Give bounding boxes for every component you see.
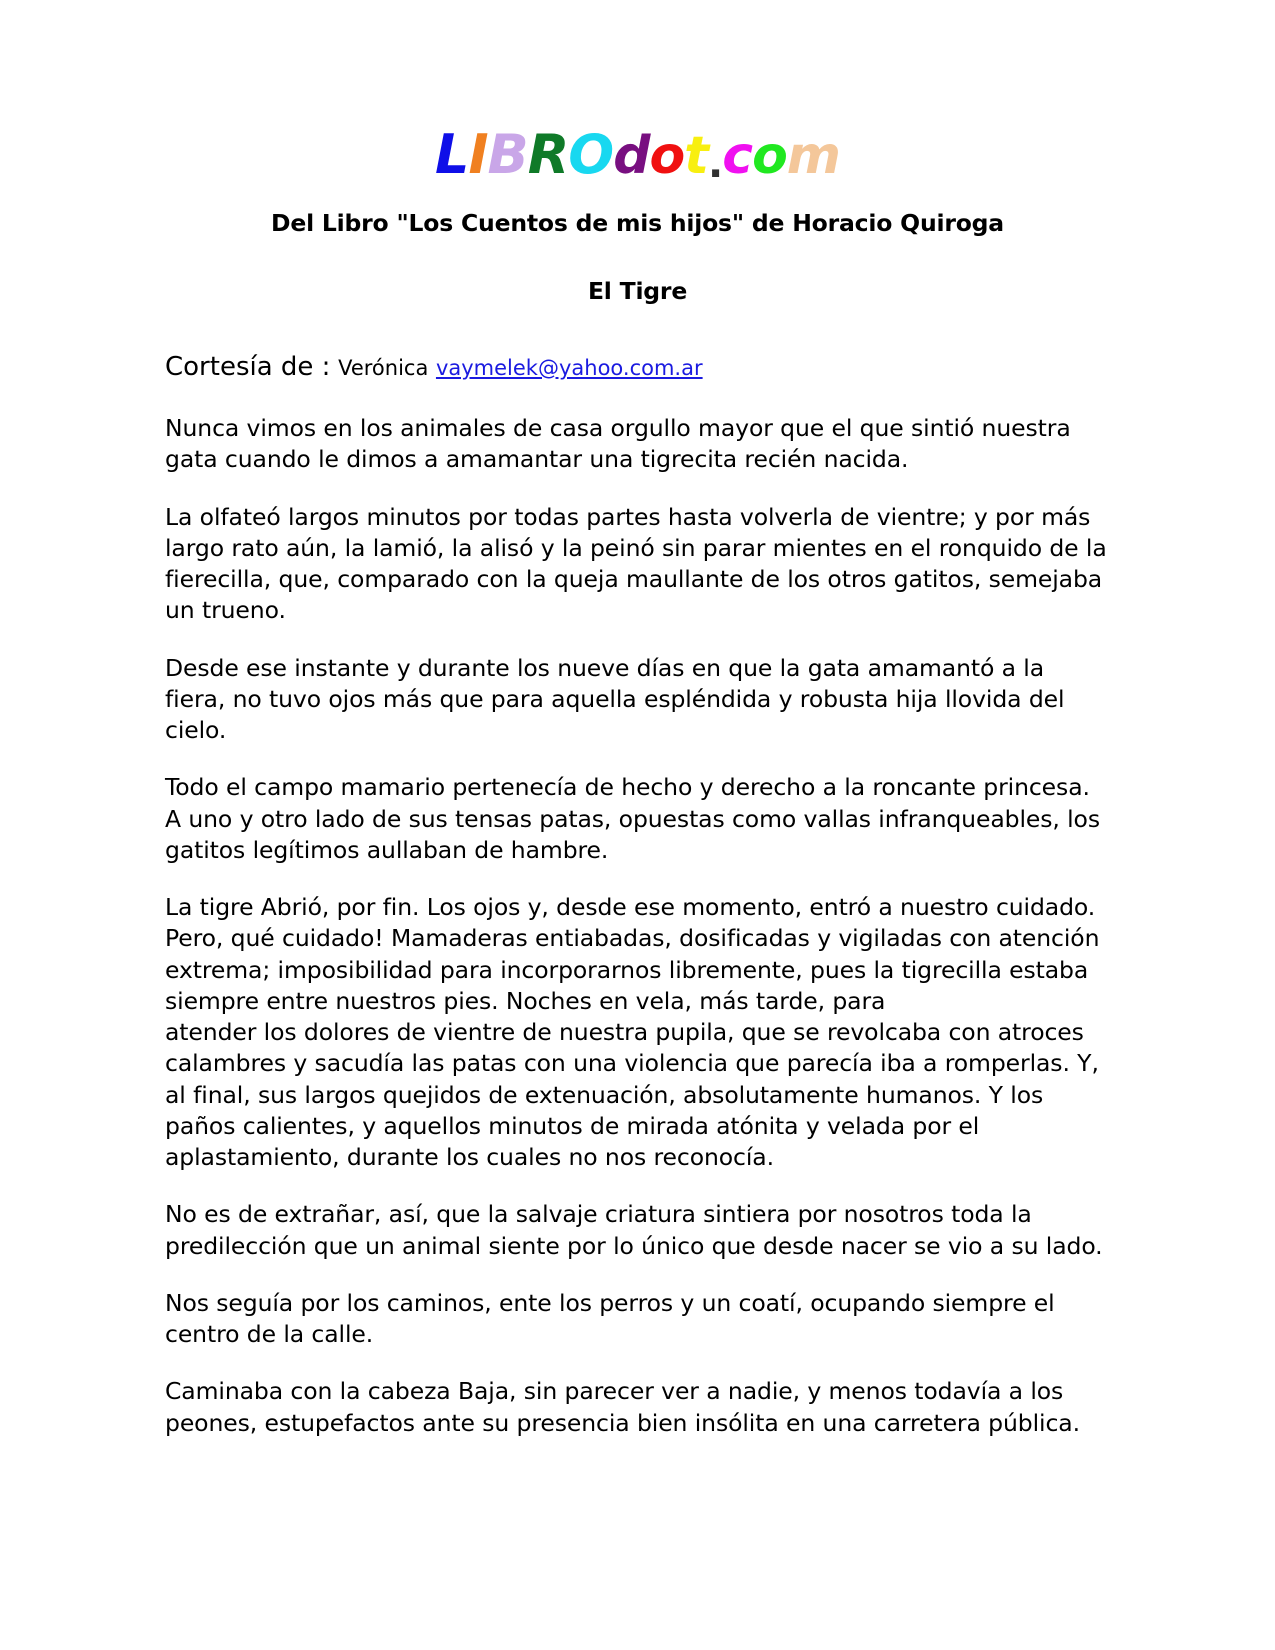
story-body	[165, 385, 1110, 1439]
site-logo-banner	[165, 0, 1110, 187]
paragraph: Nunca vimos en los animales de casa orgullo mayor que el que sintió nuestra gata cuando le dimos a amamantar una tigrecita recién nacida.	[165, 414, 1071, 474]
logo-char-10: o	[752, 126, 787, 186]
logo-char-6: o	[649, 126, 685, 186]
paragraph: La tigre Abrió, por fin. Los ojos y, desde ese momento, entró a nuestro cuidado. Pero, qué cuidado! Mamaderas entiabadas, dosificadas y vigiladas con atención extrema; imposibilidad para incorporarnos libremente, pues la tigrecilla estaba siempre entre nuestros pies. Noches en vela, más tarde, para atender los dolores de vientre de nuestra pupila, que se revolcaba con atroces calambres y sacudía las patas con una violencia que parecía iba a romperlas. Y, al final, sus largos quejidos de extenuación, absolutamente humanos. Y los paños calientes, y aquellos minutos de mirada atónita y velada por el aplastamiento, durante los cuales no nos reconocía.	[165, 893, 1100, 1172]
logo-char-11: m	[786, 126, 840, 186]
courtesy-label: Cortesía de :	[165, 352, 331, 383]
paragraph: Todo el campo mamario pertenecía de hecho y derecho a la roncante princesa. A uno y otro lado de sus tensas patas, opuestas como vallas infranqueables, los gatitos legítimos aullaban de hambre.	[165, 773, 1100, 864]
logo-char-9: c	[722, 126, 753, 186]
paragraph: Desde ese instante y durante los nueve días en que la gata amamantó a la fiera, no tuvo ojos más que para aquella espléndida y robusta hija llovida del cielo.	[165, 653, 1065, 745]
document-title: Del Libro "Los Cuentos de mis hijos" de Horacio Quiroga	[271, 209, 1004, 237]
paragraph: Nos seguía por los caminos, ente los perros y un coatí, ocupando siempre el centro de la calle.	[165, 1288, 1055, 1349]
paragraph: No es de extrañar, así, que la salvaje criatura sintiera por nosotros toda la predilección que un animal siente por lo único que desde nacer se vio a su lado.	[165, 1200, 1103, 1260]
story-title: El Tigre	[587, 276, 688, 305]
logo-char-2: B	[487, 123, 528, 186]
paragraph: Caminaba con la cabeza Baja, sin parecer ver a nadie, y menos todavía a los peones, estupefactos ante su presencia bien insólita en una carretera pública.	[165, 1377, 1080, 1437]
librodot-logo[interactable]	[435, 123, 840, 187]
courtesy-line	[165, 306, 1110, 385]
logo-char-5: d	[613, 126, 650, 186]
courtesy-person-name: Verónica	[338, 356, 429, 381]
courtesy-email-link[interactable]: vaymelek@yahoo.com.ar	[435, 356, 703, 381]
logo-char-3: R	[527, 123, 569, 186]
logo-char-1: I	[468, 123, 488, 186]
logo-char-8: .	[708, 141, 723, 187]
logo-char-4: O	[568, 123, 614, 186]
logo-char-0: L	[435, 123, 469, 186]
logo-char-7: t	[684, 126, 709, 186]
paragraph: La olfateó largos minutos por todas partes hasta volverla de vientre; y por más largo rato aún, la lamió, la alisó y la peinó sin parar mientes en el ronquido de la fierecilla, que, comparado con la queja maullante de los otros gatitos, semejaba un trueno.	[165, 502, 1107, 625]
